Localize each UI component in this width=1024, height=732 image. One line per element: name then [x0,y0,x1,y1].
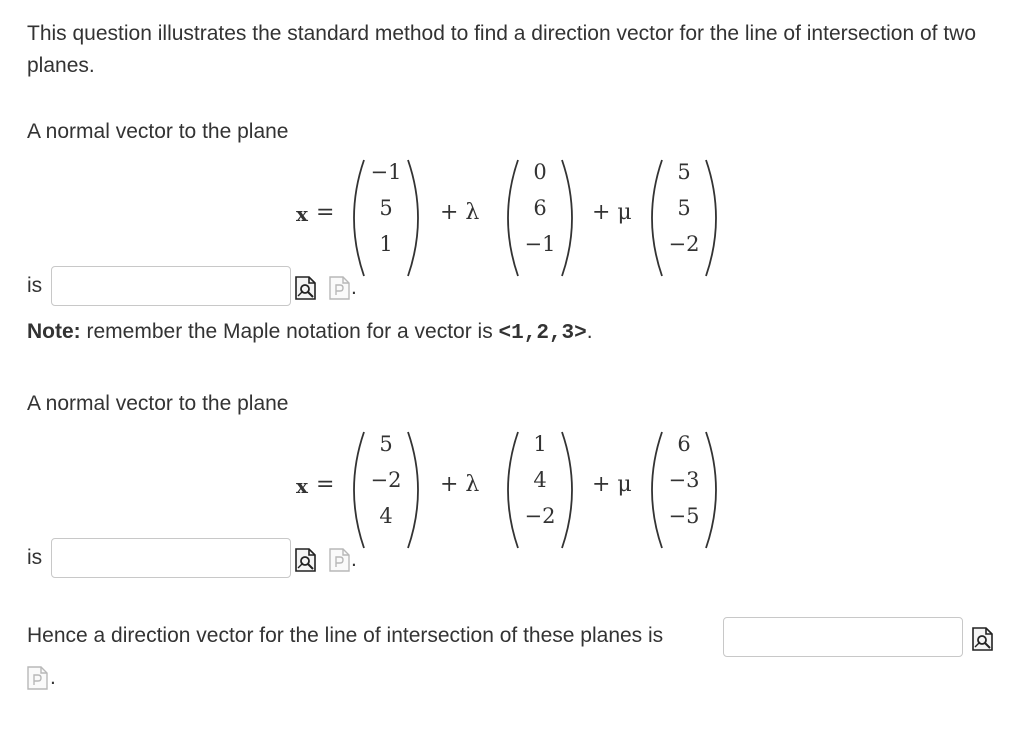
plus-lambda: + λ [440,472,480,497]
normal-label-1: A normal vector to the plane [27,120,289,143]
x-symbol: x [296,474,308,498]
vector-component: 1 [379,232,393,256]
period: . [351,548,357,571]
normal-label-2: A normal vector to the plane [27,392,289,415]
period: . [50,666,56,689]
preview-icon[interactable] [295,548,317,572]
plus-lambda: + λ [440,200,480,225]
is-label: is [27,546,43,569]
vector-component: 5 [677,160,691,184]
answer-row-1 [27,266,367,308]
maple-syntax-icon[interactable] [329,548,351,572]
vector-component: −1 [370,160,402,184]
normal-vector-1-input[interactable] [51,266,291,306]
maple-syntax-icon[interactable] [27,666,49,690]
vector-component: −1 [524,232,556,256]
direction-vector-1 [502,428,578,552]
vector-component: −2 [524,504,556,528]
point-vector [348,428,424,552]
plane-2-equation [290,428,750,552]
preview-icon[interactable] [972,627,994,651]
equals-sign: = [316,472,335,497]
direction-vector-input[interactable] [723,617,963,657]
direction-vector-2 [646,156,722,280]
vector-component: 1 [533,432,547,456]
equals-sign: = [316,200,335,225]
vector-component: −3 [668,468,700,492]
normal-vector-2-input[interactable] [51,538,291,578]
x-symbol: x [296,202,308,226]
note-end: . [586,320,593,343]
vector-component: −5 [668,504,700,528]
plus-mu: + μ [592,200,632,225]
note-text: remember the Maple notation for a vector is [80,320,499,343]
vector-component: −2 [370,468,402,492]
direction-vector-2 [646,428,722,552]
vector-component: 5 [677,196,691,220]
note-code: <1,2,3> [498,322,587,345]
vector-component: 6 [533,196,547,220]
intro-text: This question illustrates the standard method to find a direction vector for the line of intersection of two planes. [27,22,977,77]
is-label: is [27,274,43,297]
preview-icon[interactable] [295,276,317,300]
plus-mu: + μ [592,472,632,497]
answer-row-2 [27,538,367,580]
vector-component: 5 [379,432,393,456]
hence-text: Hence a direction vector for the line of intersection of these planes is [27,624,664,647]
note-label: Note: [27,320,81,343]
vector-component: 5 [379,196,393,220]
period: . [351,276,357,299]
point-vector [348,156,424,280]
plane-1-equation [290,156,750,280]
vector-component: 4 [379,504,393,528]
vector-component: −2 [668,232,700,256]
maple-note [27,320,593,345]
vector-component: 0 [533,160,547,184]
maple-syntax-icon[interactable] [329,276,351,300]
direction-vector-1 [502,156,578,280]
vector-component: 4 [533,468,547,492]
vector-component: 6 [677,432,691,456]
